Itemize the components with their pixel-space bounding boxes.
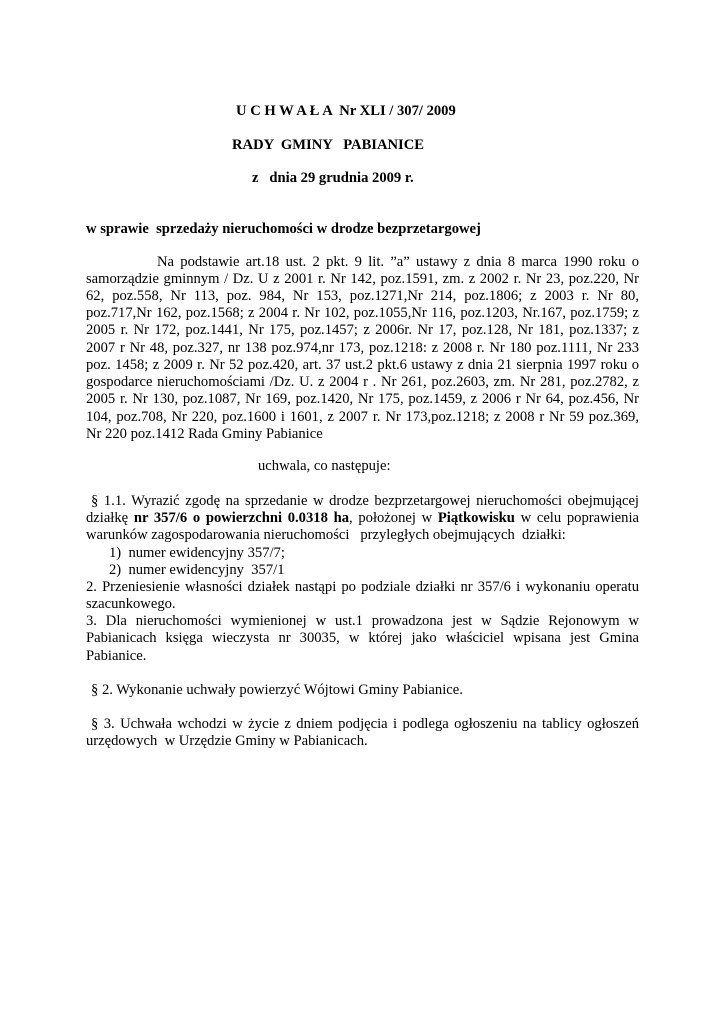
resolution-date: z dnia 29 grudnia 2009 r. xyxy=(252,170,414,186)
preamble-line: 104, poz.708, Nr 220, poz.1600 i 1601, z 2007 r. Nr 173,poz.1218; z 2008 r Nr 59 poz.369, xyxy=(86,409,639,425)
preamble-line: Na podstawie art.18 ust. 2 pkt. 9 lit. ”a” ustawy z dnia 8 marca 1990 roku o xyxy=(157,254,639,270)
resolution-subject: w sprawie sprzedaży nieruchomości w drodze bezprzetargowej xyxy=(86,221,481,237)
preamble-line: 62, poz.558, Nr 113, poz. 984, Nr 153, poz.1271,Nr 214, poz.1806; z 2003 r. Nr 80, xyxy=(86,288,639,304)
section-1-line: § 1.1. Wyrazić zgodę na sprzedanie w drodze bezprzetargowej nieruchomości obejmującej xyxy=(91,493,639,509)
preamble-line: poz. 1458; z 2009 r. Nr 52 poz.420, art. 37 ust.2 pkt.6 ustawy z dnia 21 sierpnia 1997 roku o xyxy=(86,357,639,373)
preamble-line: 2007 r Nr 48, poz.327, nr 138 poz.974,nr 173, poz.1218: z 2008 r. Nr 180 poz.1111, Nr 233 xyxy=(86,340,639,356)
preamble-line: gospodarce nieruchomościami /Dz. U. z 2004 r . Nr 261, poz.2603, zm. Nr 281, poz.2782, z xyxy=(86,374,639,390)
resolves-phrase: uchwala, co następuje: xyxy=(258,458,391,474)
parcel-list-item: 1) numer ewidencyjny 357/7; xyxy=(109,545,285,561)
section-1-point-3: Pabianice. xyxy=(86,648,147,664)
section-3-line: § 3. Uchwała wchodzi w życie z dniem podjęcia i podlega ogłoszeniu na tablicy ogłoszeń xyxy=(91,716,639,732)
section-1-line: warunków zagospodarowania nieruchomości przyległych obejmujących działki: xyxy=(86,527,566,543)
preamble-line: samorządzie gminnym / Dz. U z 2001 r. Nr 142, poz.1591, zm. z 2002 r. Nr 23, poz.220, Nr xyxy=(86,271,639,287)
section-1-point-2: 2. Przeniesienie własności działek nastąpi po podziale działki nr 357/6 i wykonaniu operatu xyxy=(86,579,639,595)
preamble-line: poz.717,Nr 162, poz.1568; z 2004 r. Nr 102, poz.1055,Nr 116, poz.1203, Nr.167, poz.1759; z xyxy=(86,305,639,321)
section-1-point-3: Pabianicach księga wieczysta nr 30035, w której jako właściciel wpisana jest Gmina xyxy=(86,630,639,646)
section-2: § 2. Wykonanie uchwały powierzyć Wójtowi Gminy Pabianice. xyxy=(91,682,463,698)
preamble-line: 2005 r. Nr 130, poz.1087, Nr 169, poz.1420, Nr 175, poz.1459, z 2006 r Nr 64, poz.456, Nr xyxy=(86,391,639,407)
section-1-point-3: 3. Dla nieruchomości wymienionej w ust.1 prowadzona jest w Sądzie Rejonowym w xyxy=(86,613,639,629)
section-3-line: urzędowych w Urzędzie Gminy w Pabianicach. xyxy=(86,733,368,749)
section-1-line: działkę nr 357/6 o powierzchni 0.0318 ha, położonej w Piątkowisku w celu poprawienia xyxy=(86,510,639,526)
resolution-title: U C H W A Ł A Nr XLI / 307/ 2009 xyxy=(236,103,456,119)
section-1-point-2: szacunkowego. xyxy=(86,596,176,612)
council-name: RADY GMINY PABIANICE xyxy=(232,137,425,153)
parcel-list-item: 2) numer ewidencyjny 357/1 xyxy=(109,562,285,578)
preamble-line: Nr 220 poz.1412 Rada Gminy Pabianice xyxy=(86,426,323,442)
preamble-line: 2005 r. Nr 172, poz.1441, Nr 175, poz.1457; z 2006r. Nr 17, poz.128, Nr 181, poz.1337; z xyxy=(86,322,639,338)
